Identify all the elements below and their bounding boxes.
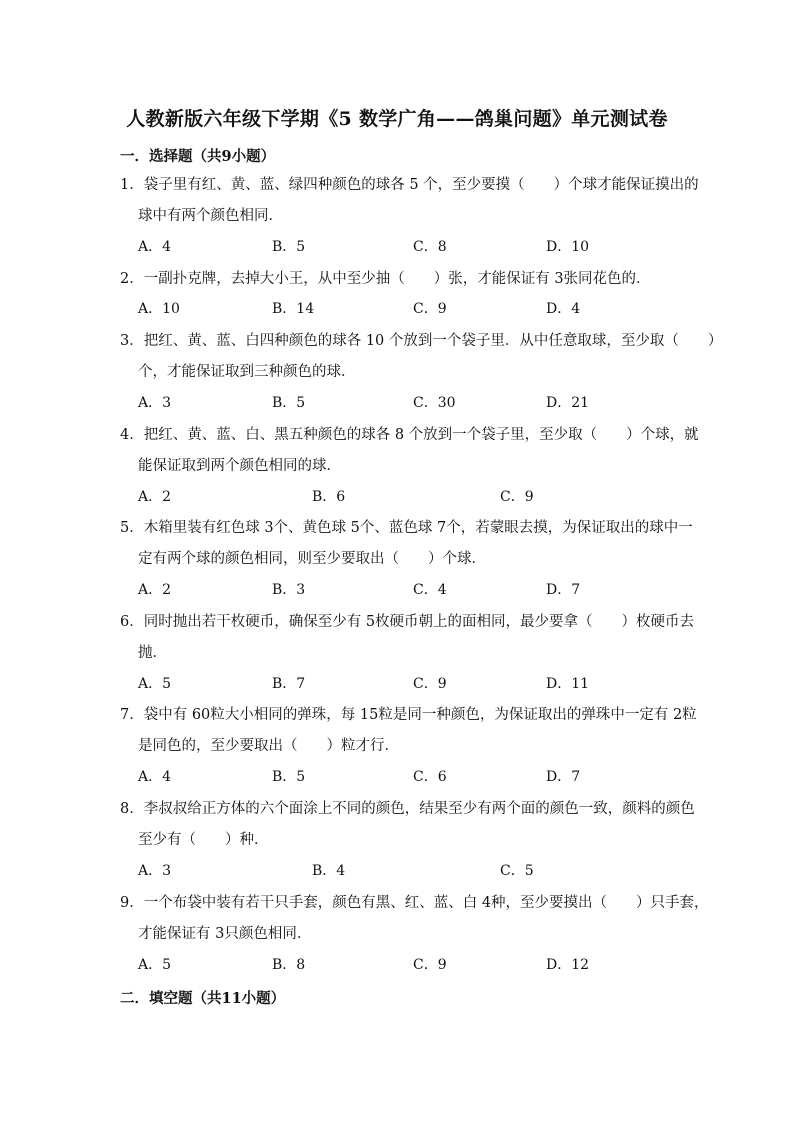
question-1-option-d: D．10	[546, 239, 590, 255]
question-1-line-2: 球中有两个颜色相同．	[138, 208, 283, 224]
question-1-option-b: B．5	[272, 239, 306, 255]
question-5-line-1: 5．木箱里装有红色球 3个、黄色球 5个、蓝色球 7个，若蒙眼去摸，为保证取出的球中一	[120, 520, 693, 536]
question-6-line-1: 6．同时抛出若干枚硬币，确保至少有 5枚硬币朝上的面相同，最少要拿（ ）枚硬币去	[120, 614, 695, 630]
question-3-line-1: 3．把红、黄、蓝、白四种颜色的球各 10 个放到一个袋子里．从中任意取球，至少取（ ）	[120, 333, 723, 349]
question-1-line-1: 1．袋子里有红、黄、蓝、绿四种颜色的球各 5 个，至少要摸（ ）个球才能保证摸出的	[120, 177, 699, 193]
question-2-option-a: A．10	[138, 301, 180, 317]
question-7-option-d: D．7	[546, 769, 581, 785]
section-heading-choice: 一．选择题（共9小题）	[120, 148, 276, 165]
question-8-option-b: B．4	[312, 863, 346, 879]
question-1-option-c: C．8	[413, 239, 447, 255]
question-8-option-a: A．3	[138, 863, 172, 879]
question-7-line-1: 7．袋中有 60粒大小相同的弹珠，每 15粒是同一种颜色，为保证取出的弹珠中一定有 2粒	[120, 707, 697, 723]
question-6-option-a: A．5	[138, 676, 172, 692]
question-6-line-2: 抛．	[138, 645, 167, 661]
question-7-option-b: B．5	[272, 769, 306, 785]
question-9-option-d: D．12	[546, 957, 590, 973]
question-3-option-b: B．5	[272, 395, 306, 411]
question-5-option-d: D．7	[546, 582, 581, 598]
question-4-option-c: C．9	[500, 489, 534, 505]
question-2-option-c: C．9	[413, 301, 447, 317]
question-6-option-d: D．11	[546, 676, 590, 692]
question-9-option-b: B．8	[272, 957, 306, 973]
question-5-option-c: C．4	[413, 582, 447, 598]
question-4-option-a: A．2	[138, 489, 172, 505]
question-7-line-2: 是同色的，至少要取出（ ）粒才行．	[138, 738, 399, 754]
question-7-option-a: A．4	[138, 769, 172, 785]
section-heading-fill-in: 二．填空题（共11小题）	[120, 990, 286, 1007]
question-9-option-a: A．5	[138, 957, 172, 973]
question-2-option-d: D．4	[546, 301, 581, 317]
question-4-line-1: 4．把红、黄、蓝、白、黑五种颜色的球各 8 个放到一个袋子里，至少取（ ）个球，就	[120, 427, 699, 443]
question-7-option-c: C．6	[413, 769, 447, 785]
question-9-line-2: 才能保证有 3只颜色相同．	[138, 926, 312, 942]
question-8-option-c: C．5	[500, 863, 534, 879]
question-4-line-2: 能保证取到两个颜色相同的球．	[138, 458, 341, 474]
question-5-option-a: A．2	[138, 582, 172, 598]
question-3-option-a: A．3	[138, 395, 172, 411]
question-2-option-b: B．14	[272, 301, 315, 317]
question-5-line-2: 定有两个球的颜色相同，则至少要取出（ ）个球．	[138, 551, 486, 567]
question-3-line-2: 个，才能保证取到三种颜色的球．	[138, 364, 356, 380]
question-3-option-d: D．21	[546, 395, 590, 411]
question-8-line-1: 8．李叔叔给正方体的六个面涂上不同的颜色，结果至少有两个面的颜色一致，颜料的颜色	[120, 801, 695, 817]
question-6-option-b: B．7	[272, 676, 306, 692]
question-8-line-2: 至少有（ ）种．	[138, 832, 269, 848]
question-4-option-b: B．6	[312, 489, 346, 505]
page-title: 人教新版六年级下学期《5 数学广角——鸽巢问题》单元测试卷	[126, 108, 668, 130]
question-3-option-c: C．30	[413, 395, 456, 411]
question-1-option-a: A．4	[138, 239, 172, 255]
question-6-option-c: C．9	[413, 676, 447, 692]
question-2-line-1: 2．一副扑克牌，去掉大小王，从中至少抽（ ）张，才能保证有 3张同花色的．	[120, 271, 651, 287]
question-5-option-b: B．3	[272, 582, 306, 598]
question-9-option-c: C．9	[413, 957, 447, 973]
question-9-line-1: 9．一个布袋中装有若干只手套，颜色有黑、红、蓝、白 4种，至少要摸出（ ）只手套，	[120, 895, 709, 911]
